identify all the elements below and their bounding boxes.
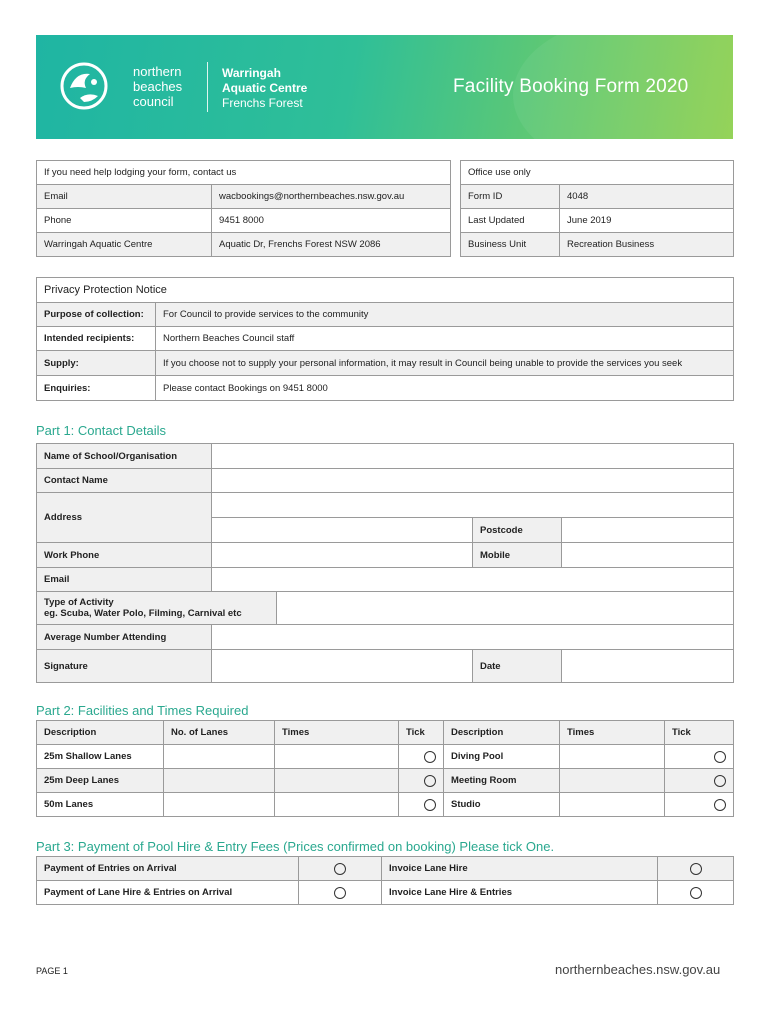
contact-label: Email	[37, 185, 212, 209]
facilities-table	[36, 720, 734, 817]
times-field[interactable]	[275, 793, 399, 817]
privacy-heading: Privacy Protection Notice	[37, 278, 734, 303]
facility-label: Diving Pool	[444, 745, 560, 769]
mobile-label: Mobile	[473, 543, 562, 568]
payment-radio[interactable]	[690, 863, 702, 875]
facility-label: 25m Shallow Lanes	[37, 745, 164, 769]
times-field[interactable]	[275, 745, 399, 769]
activity-label: Type of Activity eg. Scuba, Water Polo, Filming, Carnival etc	[37, 592, 277, 625]
tick-cell	[399, 745, 444, 769]
privacy-value: Please contact Bookings on 9451 8000	[156, 376, 734, 401]
privacy-value: If you choose not to supply your personal information, it may result in Council being unable to provide the services you seek	[156, 351, 734, 376]
office-table	[460, 160, 734, 257]
col-header: Tick	[665, 721, 734, 745]
payment-radio-cell	[658, 881, 734, 905]
payment-radio-cell	[299, 857, 382, 881]
payment-radio[interactable]	[334, 863, 346, 875]
times-field[interactable]	[560, 745, 665, 769]
tick-cell	[665, 769, 734, 793]
email-label: Email	[37, 568, 212, 592]
contact-value: wacbookings@northernbeaches.nsw.gov.au	[212, 185, 451, 209]
office-label: Last Updated	[461, 209, 560, 233]
contact-label: Phone	[37, 209, 212, 233]
office-heading: Office use only	[461, 161, 734, 185]
col-header: Times	[560, 721, 665, 745]
col-header: Times	[275, 721, 399, 745]
address-label: Address	[37, 493, 212, 543]
col-header: Tick	[399, 721, 444, 745]
contact-name-label: Contact Name	[37, 469, 212, 493]
contact-details-table	[36, 443, 734, 683]
page-number: PAGE 1	[36, 966, 68, 976]
attending-label: Average Number Attending	[37, 625, 212, 650]
payment-option-label: Payment of Entries on Arrival	[37, 857, 299, 881]
tick-cell	[665, 793, 734, 817]
tick-cell	[665, 745, 734, 769]
work-phone-field[interactable]	[212, 543, 473, 568]
facility-label: 25m Deep Lanes	[37, 769, 164, 793]
date-field[interactable]	[562, 650, 734, 683]
office-value: 4048	[560, 185, 734, 209]
privacy-table	[36, 277, 734, 401]
attending-field[interactable]	[212, 625, 734, 650]
tick-radio[interactable]	[714, 751, 726, 763]
facility-label: Meeting Room	[444, 769, 560, 793]
payment-radio[interactable]	[690, 887, 702, 899]
org-name-field[interactable]	[212, 444, 734, 469]
postcode-field[interactable]	[562, 518, 734, 543]
tick-radio[interactable]	[424, 751, 436, 763]
address-field-2[interactable]	[212, 518, 473, 543]
address-field[interactable]	[212, 493, 734, 518]
work-phone-label: Work Phone	[37, 543, 212, 568]
privacy-value: Northern Beaches Council staff	[156, 327, 734, 351]
header-divider	[207, 62, 208, 112]
times-field[interactable]	[275, 769, 399, 793]
email-field[interactable]	[212, 568, 734, 592]
col-header: Description	[444, 721, 560, 745]
payment-option-label: Payment of Lane Hire & Entries on Arrival	[37, 881, 299, 905]
tick-cell	[399, 793, 444, 817]
tick-cell	[399, 769, 444, 793]
tick-radio[interactable]	[714, 799, 726, 811]
lanes-field[interactable]	[164, 793, 275, 817]
form-title: Facility Booking Form 2020	[453, 76, 689, 97]
payment-option-label: Invoice Lane Hire	[382, 857, 658, 881]
date-label: Date	[473, 650, 562, 683]
tick-radio[interactable]	[714, 775, 726, 787]
council-logo-icon	[58, 58, 110, 114]
office-value: June 2019	[560, 209, 734, 233]
postcode-label: Postcode	[473, 518, 562, 543]
activity-field[interactable]	[277, 592, 734, 625]
contact-name-field[interactable]	[212, 469, 734, 493]
org-name-label: Name of School/Organisation	[37, 444, 212, 469]
privacy-value: For Council to provide services to the community	[156, 303, 734, 327]
privacy-label: Purpose of collection:	[37, 303, 156, 327]
privacy-label: Enquiries:	[37, 376, 156, 401]
contact-heading: If you need help lodging your form, contact us	[37, 161, 451, 185]
payment-radio-cell	[658, 857, 734, 881]
contact-value: Aquatic Dr, Frenchs Forest NSW 2086	[212, 233, 451, 257]
privacy-label: Supply:	[37, 351, 156, 376]
times-field[interactable]	[560, 769, 665, 793]
centre-name: Warringah Aquatic Centre Frenchs Forest	[222, 66, 308, 110]
office-label: Business Unit	[461, 233, 560, 257]
office-value: Recreation Business	[560, 233, 734, 257]
signature-field[interactable]	[212, 650, 473, 683]
tick-radio[interactable]	[424, 799, 436, 811]
contact-table	[36, 160, 451, 257]
facility-label: 50m Lanes	[37, 793, 164, 817]
part2-title: Part 2: Facilities and Times Required	[36, 703, 249, 718]
payment-radio[interactable]	[334, 887, 346, 899]
website-link[interactable]: northernbeaches.nsw.gov.au	[555, 962, 721, 977]
office-label: Form ID	[461, 185, 560, 209]
part1-title: Part 1: Contact Details	[36, 423, 167, 438]
facility-label: Studio	[444, 793, 560, 817]
contact-value: 9451 8000	[212, 209, 451, 233]
times-field[interactable]	[560, 793, 665, 817]
payment-table	[36, 856, 734, 905]
privacy-label: Intended recipients:	[37, 327, 156, 351]
mobile-field[interactable]	[562, 543, 734, 568]
signature-label: Signature	[37, 650, 212, 683]
part3-title: Part 3: Payment of Pool Hire & Entry Fees (Prices confirmed on booking) Please tick One.	[36, 839, 555, 854]
council-name: northern beaches council	[133, 64, 183, 109]
col-header: Description	[37, 721, 164, 745]
col-header: No. of Lanes	[164, 721, 275, 745]
tick-radio[interactable]	[424, 775, 436, 787]
payment-option-label: Invoice Lane Hire & Entries	[382, 881, 658, 905]
payment-radio-cell	[299, 881, 382, 905]
lanes-field[interactable]	[164, 745, 275, 769]
contact-label: Warringah Aquatic Centre	[37, 233, 212, 257]
lanes-field[interactable]	[164, 769, 275, 793]
